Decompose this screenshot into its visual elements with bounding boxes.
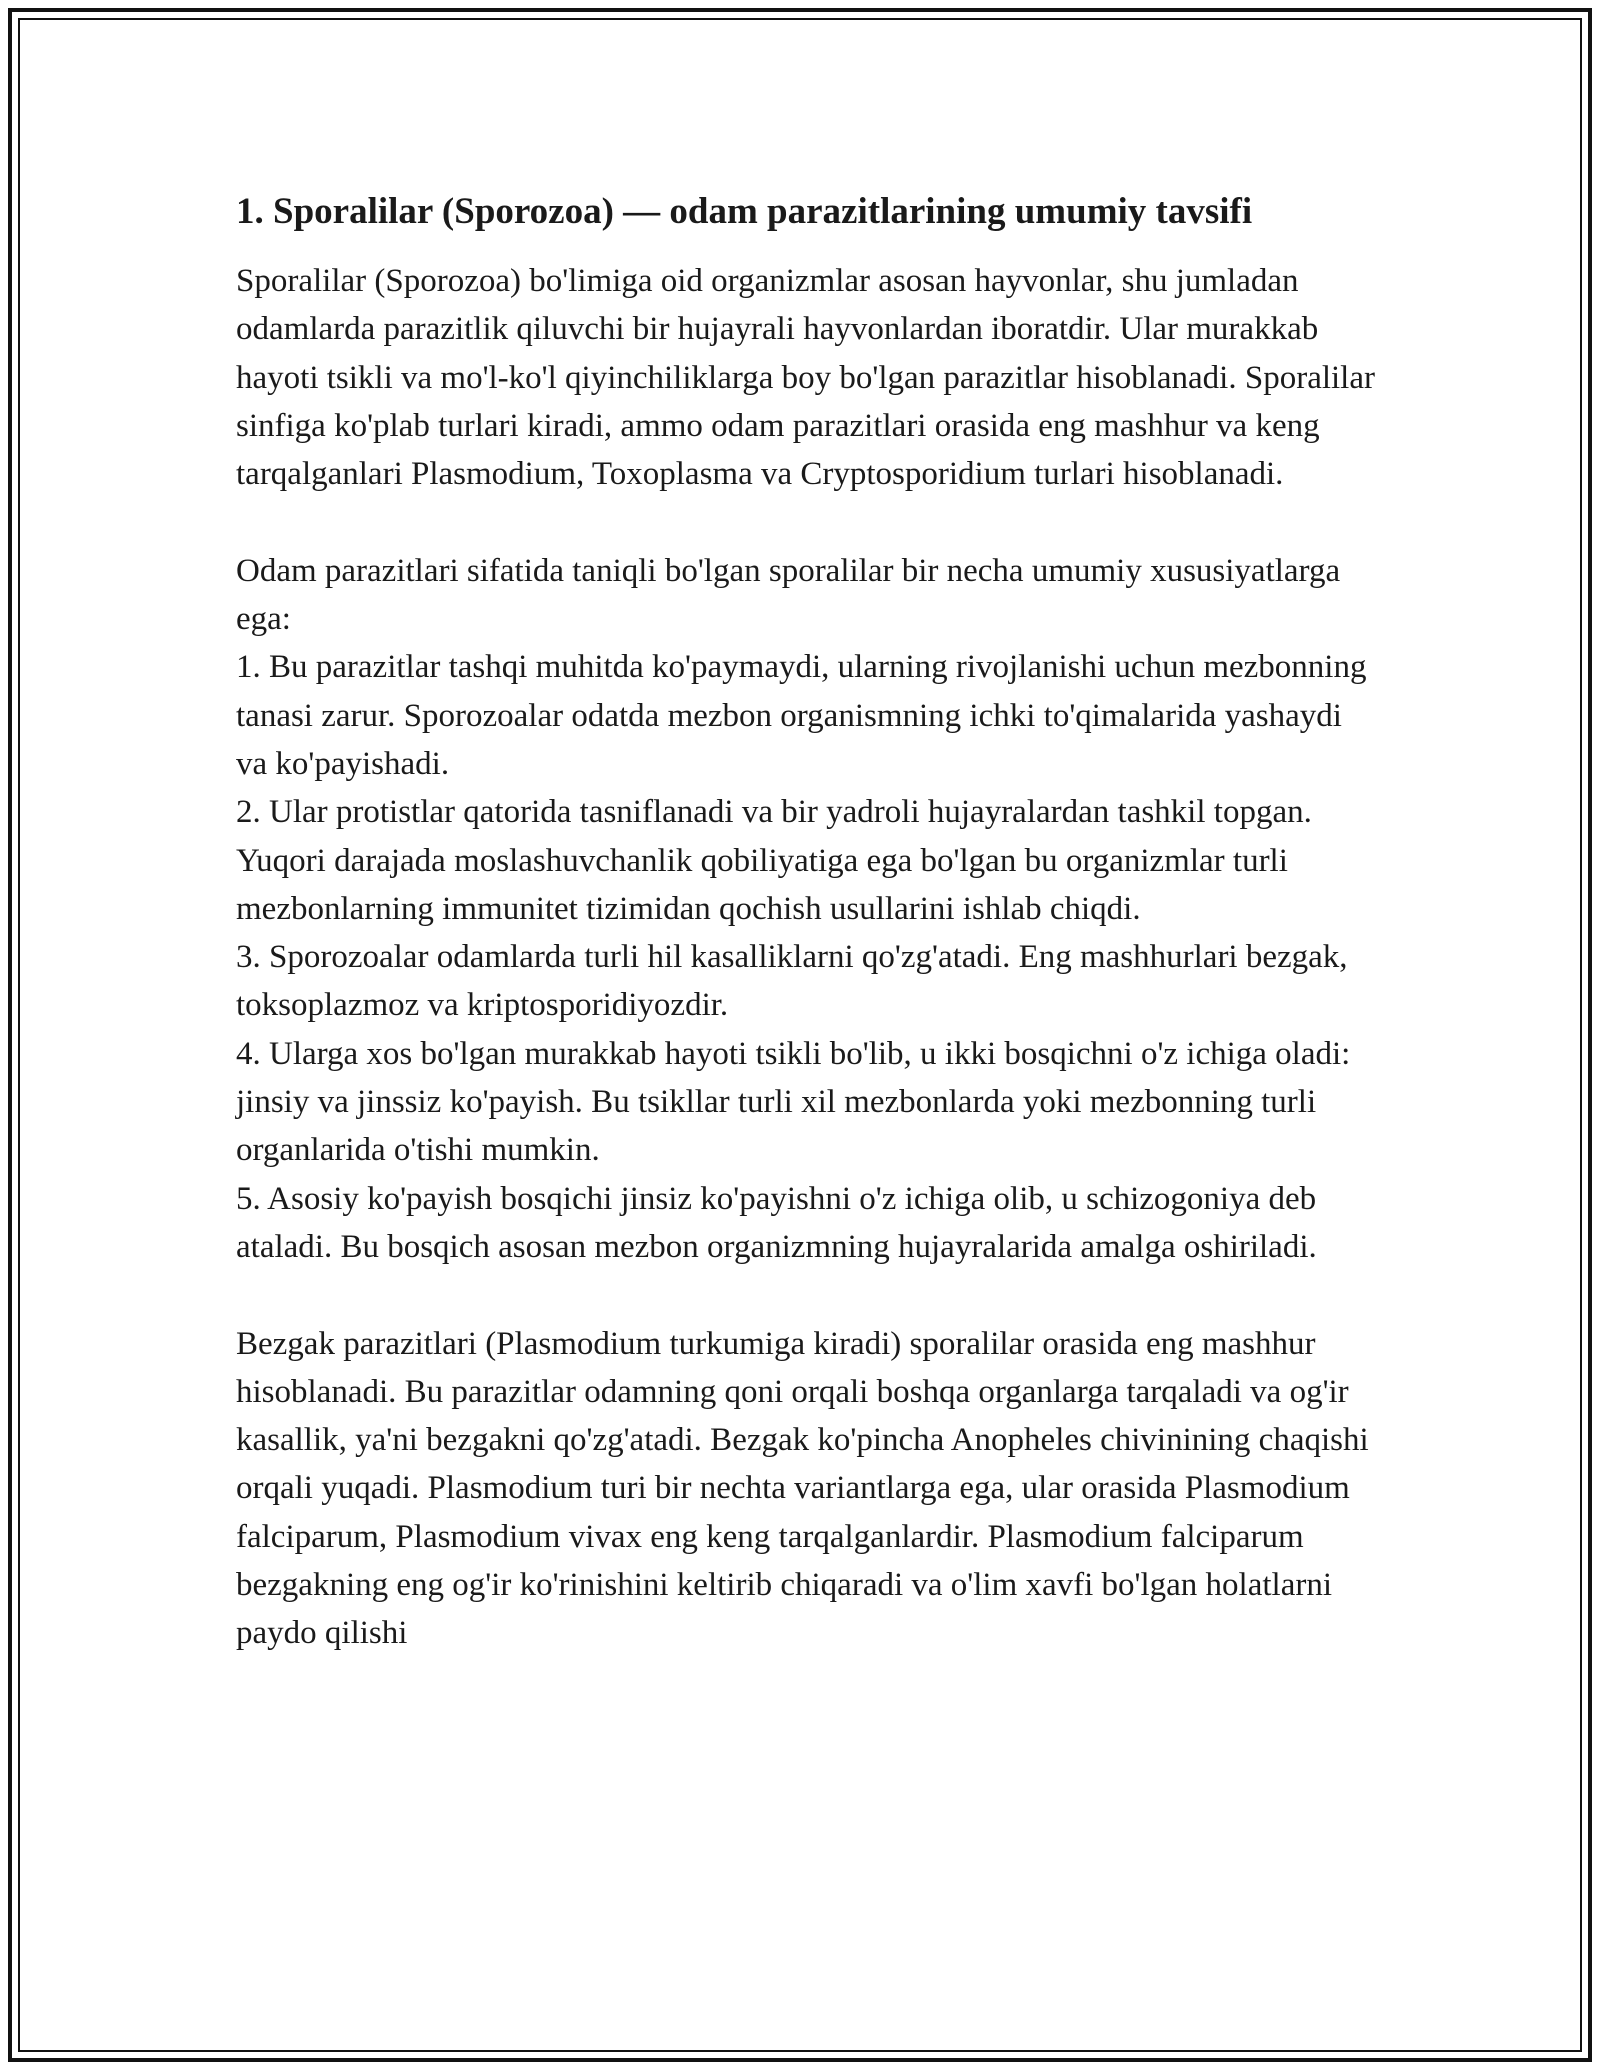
paragraph-gap — [236, 498, 1381, 546]
document-body — [236, 184, 1381, 1658]
list-item-3: 3. Sporozoalar odamlarda turli hil kasalliklarni qo'zg'atadi. Eng mashhurlari bezgak, toksoplazmoz va kriptosporidiyozdir. — [236, 939, 1348, 1024]
paragraph-features-intro: Odam parazitlari sifatida taniqli bo'lgan sporalilar bir necha umumiy xususiyatlarga ega: — [236, 552, 1341, 638]
paragraph-gap — [236, 1271, 1381, 1319]
list-item-1: 1. Bu parazitlar tashqi muhitda ko'paymaydi, ularning rivojlanishi uchun mezbonning tanasi zarur. Sporozoalar odatda mezbon organismning ichki to'qimalarida yashaydi va ko'payishadi. — [236, 649, 1367, 782]
paragraph-malaria: Bezgak parazitlari (Plasmodium turkumiga kiradi) sporalilar orasida eng mashhur hisoblanadi. Bu parazitlar odamning qoni orqali boshqa organlarga tarqaladi va og'ir kasallik, ya'ni bezgakni qo'zg'atadi. Bezgak ko'pincha Anopheles chivinining chaqishi orqali yuqadi. Plasmodium turi bir nechta variantlarga ega, ular orasida Plasmodium falciparum, Plasmodium vivax eng keng tarqalganlardir. Plasmodium falciparum bezgakning eng og'ir ko'rinishini keltirib chiqaradi va o'lim xavfi bo'lgan holatlarni paydo qilishi — [236, 1325, 1369, 1652]
list-item-2: 2. Ular protistlar qatorida tasniflanadi va bir yadroli hujayralardan tashkil topgan. Yuqori darajada moslashuvchanlik qobiliyatiga ega bo'lgan bu organizmlar turli mezbonlarning immunitet tizimidan qochish usullarini ishlab chiqdi. — [236, 794, 1312, 927]
list-item-5: 5. Asosiy ko'payish bosqichi jinsiz ko'payishni o'z ichiga olib, u schizogoniya deb ataladi. Bu bosqich asosan mezbon organizmning hujayralarida amalga oshiriladi. — [236, 1180, 1317, 1265]
list-item-4: 4. Ularga xos bo'lgan murakkab hayoti tsikli bo'lib, u ikki bosqichni o'z ichiga oladi: jinsiy va jinssiz ko'payish. Bu tsikllar turli xil mezbonlarda yoki mezbonning turli organlarida o'tishi mumkin. — [236, 1035, 1351, 1169]
document-title: 1. Sporalilar (Sporozoa) — odam parazitlarining umumiy tavsifi — [236, 191, 1253, 232]
paragraph-intro: Sporalilar (Sporozoa) bo'limiga oid organizmlar asosan hayvonlar, shu jumladan odamlarda parazitlik qiluvchi bir hujayrali hayvonlardan iboratdir. Ular murakkab hayoti tsikli va mo'l-ko'l qiyinchiliklarga boy bo'lgan parazitlar hisoblanadi. Sporalilar sinfiga ko'plab turlari kiradi, ammo odam parazitlari orasida eng mashhur va keng tarqalganlari Plasmodium, Toxoplasma va Cryptosporidium turlari hisoblanadi. — [236, 263, 1375, 493]
